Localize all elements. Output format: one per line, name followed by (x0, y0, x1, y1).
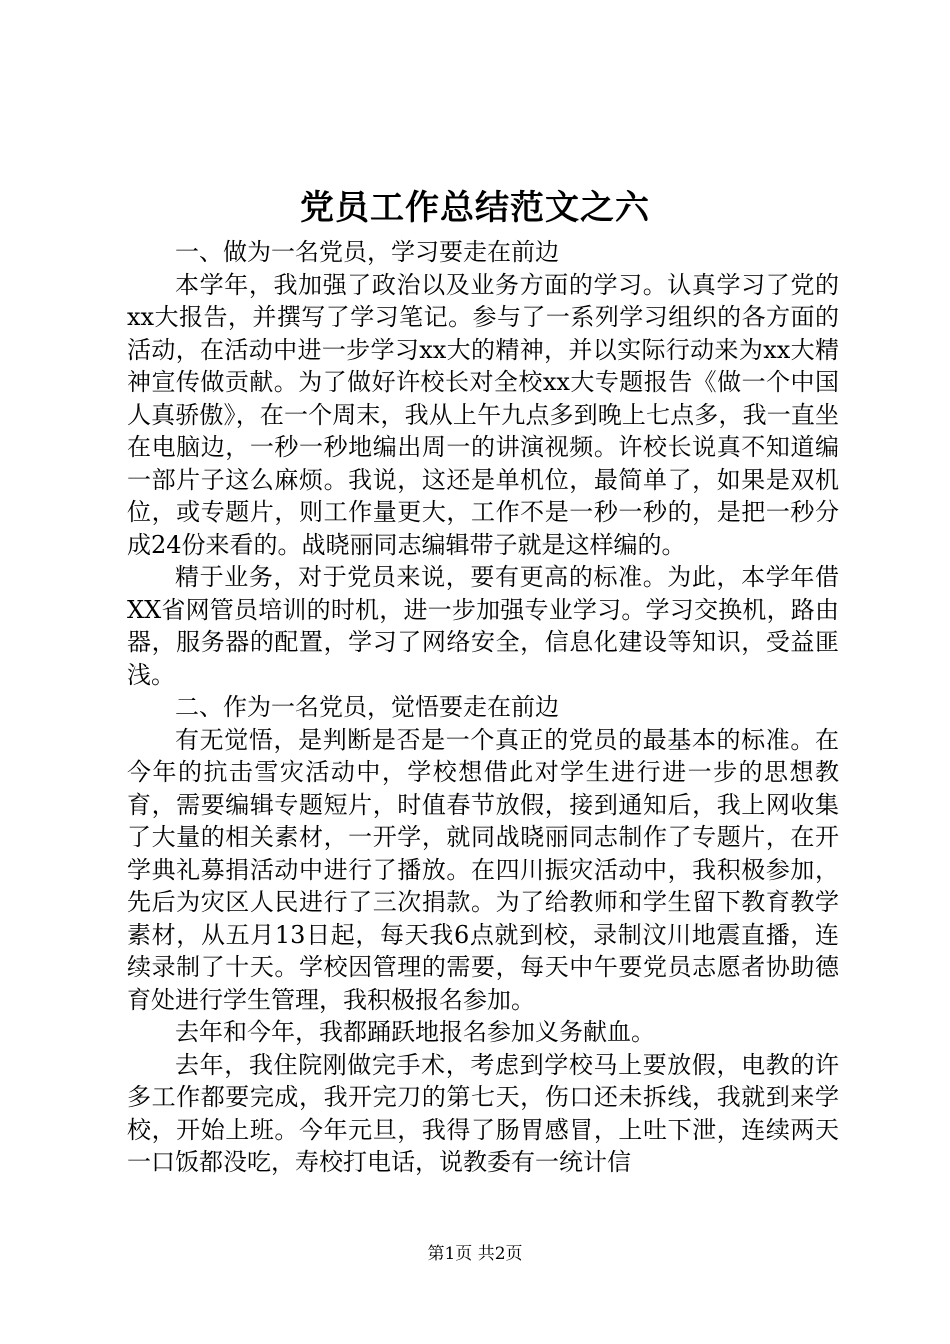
paragraph-2: 精于业务，对于党员来说，要有更高的标准。为此，本学年借XX省网管员培训的时机，进一步加强专业学习。学习交换机，路由器，服务器的配置，学习了网络安全，信息化建设等知识，受益匪浅。 (127, 563, 839, 689)
paragraph-4: 去年和今年，我都踊跃地报名参加义务献血。 (175, 1018, 655, 1046)
section-heading-1: 一、做为一名党员，学习要走在前边 (175, 238, 559, 266)
paragraph-3: 有无觉悟，是判断是否是一个真正的党员的最基本的标准。在今年的抗击雪灾活动中，学校想借此对学生进行进一步的思想教育，需要编辑专题短片，时值春节放假，接到通知后，我上网收集了大量的相关素材，一开学，就同战晓丽同志制作了专题片，在开学典礼募捐活动中进行了播放。在四川振灾活动中，我积极参加，先后为灾区人民进行了三次捐款。为了给教师和学生留下教育教学素材，从五月13日起，每天我6点就到校，录制汶川地震直播，连续录制了十天。学校因管理的需要，每天中午要党员志愿者协助德育处进行学生管理，我积极报名参加。 (127, 725, 839, 1014)
paragraph-5: 去年，我住院刚做完手术，考虑到学校马上要放假，电教的许多工作都要完成，我开完刀的第七天，伤口还未拆线，我就到来学校，开始上班。今年元旦，我得了肠胃感冒，上吐下泄，连续两天一口饭都没吃，寿校打电话，说教委有一统计信 (127, 1050, 839, 1176)
paragraph-1: 本学年，我加强了政治以及业务方面的学习。认真学习了党的xx大报告，并撰写了学习笔记。参与了一系列学习组织的各方面的活动，在活动中进一步学习xx大的精神，并以实际行动来为xx大精神宣传做贡献。为了做好许校长对全校xx大专题报告《做一个中国人真骄傲》，在一个周末，我从上午九点多到晚上七点多，我一直坐在电脑边，一秒一秒地编出周一的讲演视频。许校长说真不知道编一部片子这么麻烦。我说，这还是单机位，最简单了，如果是双机位，或专题片，则工作量更大，工作不是一秒一秒的，是把一秒分成24份来看的。战晓丽同志编辑带子就是这样编的。 (127, 270, 839, 559)
section-heading-2: 二、作为一名党员，觉悟要走在前边 (175, 693, 559, 721)
document-body (127, 236, 839, 1179)
page-footer: 第1页 共2页 (427, 1244, 523, 1264)
document-title: 党员工作总结范文之六 (300, 188, 650, 228)
